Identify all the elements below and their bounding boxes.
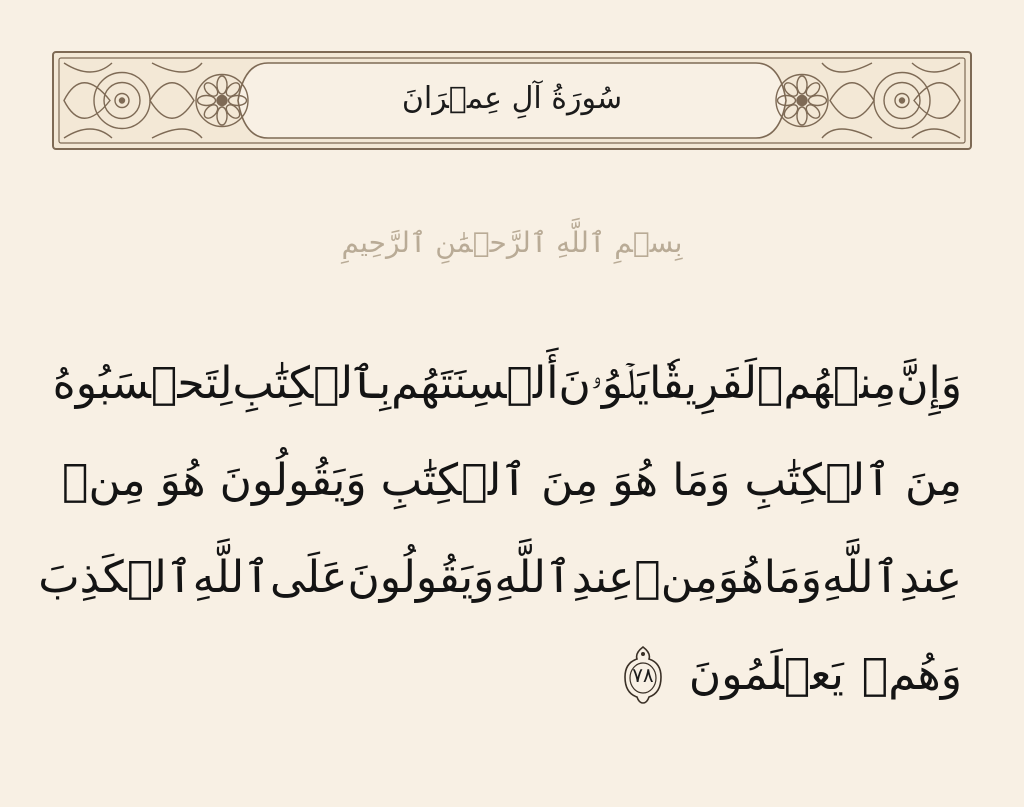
verse-word: يَعۡلَمُونَ bbox=[688, 649, 844, 700]
verse-word: وَهُمۡ bbox=[861, 649, 962, 700]
verse-word: ٱللَّهِ bbox=[822, 552, 900, 603]
verse-word: ٱللَّهِ bbox=[192, 552, 270, 603]
verse-word: هُوَ bbox=[159, 455, 206, 506]
verse-word: عِندِ bbox=[571, 552, 635, 603]
verse-word: وَمَا bbox=[672, 455, 731, 506]
verse-line bbox=[62, 432, 962, 529]
verse-word: ٱللَّهِ bbox=[494, 552, 572, 603]
verse-word: ٱلۡكِتَٰبِ bbox=[380, 455, 528, 506]
verse-word: عَلَى bbox=[269, 552, 348, 603]
surah-header-frame bbox=[52, 51, 972, 150]
verse-word: لِتَحۡسَبُوهُ bbox=[52, 358, 233, 409]
verse-word: مِنۡ bbox=[634, 552, 718, 603]
verse-word: وَمَا bbox=[763, 552, 823, 603]
verse-word: مِنَ bbox=[541, 455, 599, 506]
ayah-number: ٧٨ bbox=[632, 662, 654, 687]
verse-word: أَلۡسِنَتَهُم bbox=[391, 358, 559, 409]
verse-word: هُوَ bbox=[612, 455, 659, 506]
ayah-number-marker bbox=[621, 645, 665, 705]
verse-line bbox=[38, 529, 962, 626]
verse-word: لَفَرِيقٗا bbox=[649, 358, 757, 409]
basmala: بِسۡمِ ٱللَّهِ ٱلرَّحۡمَٰنِ ٱلرَّحِيمِ bbox=[341, 225, 683, 259]
verse-word: ٱلۡكَذِبَ bbox=[38, 552, 193, 603]
verse-word: مِنۡ bbox=[62, 455, 146, 506]
surah-title: سُورَةُ آلِ عِمۡرَانَ bbox=[401, 81, 623, 116]
verse-text bbox=[38, 335, 962, 723]
verse-word: مِنۡهُمۡ bbox=[756, 358, 897, 409]
verse-word: ٱلۡكِتَٰبِ bbox=[744, 455, 891, 506]
verse-word: وَيَقُولُونَ bbox=[347, 552, 495, 603]
verse-word: يَلۡوُۥنَ bbox=[558, 358, 650, 409]
verse-word: مِنَ bbox=[904, 455, 962, 506]
verse-word: عِندِ bbox=[899, 552, 962, 603]
verse-line bbox=[62, 626, 962, 723]
verse-word: وَيَقُولُونَ bbox=[219, 455, 367, 506]
verse-word: بِٱلۡكِتَٰبِ bbox=[232, 358, 392, 409]
verse-word: وَإِنَّ bbox=[896, 358, 962, 409]
verse-line bbox=[52, 335, 962, 432]
verse-word: هُوَ bbox=[717, 552, 764, 603]
